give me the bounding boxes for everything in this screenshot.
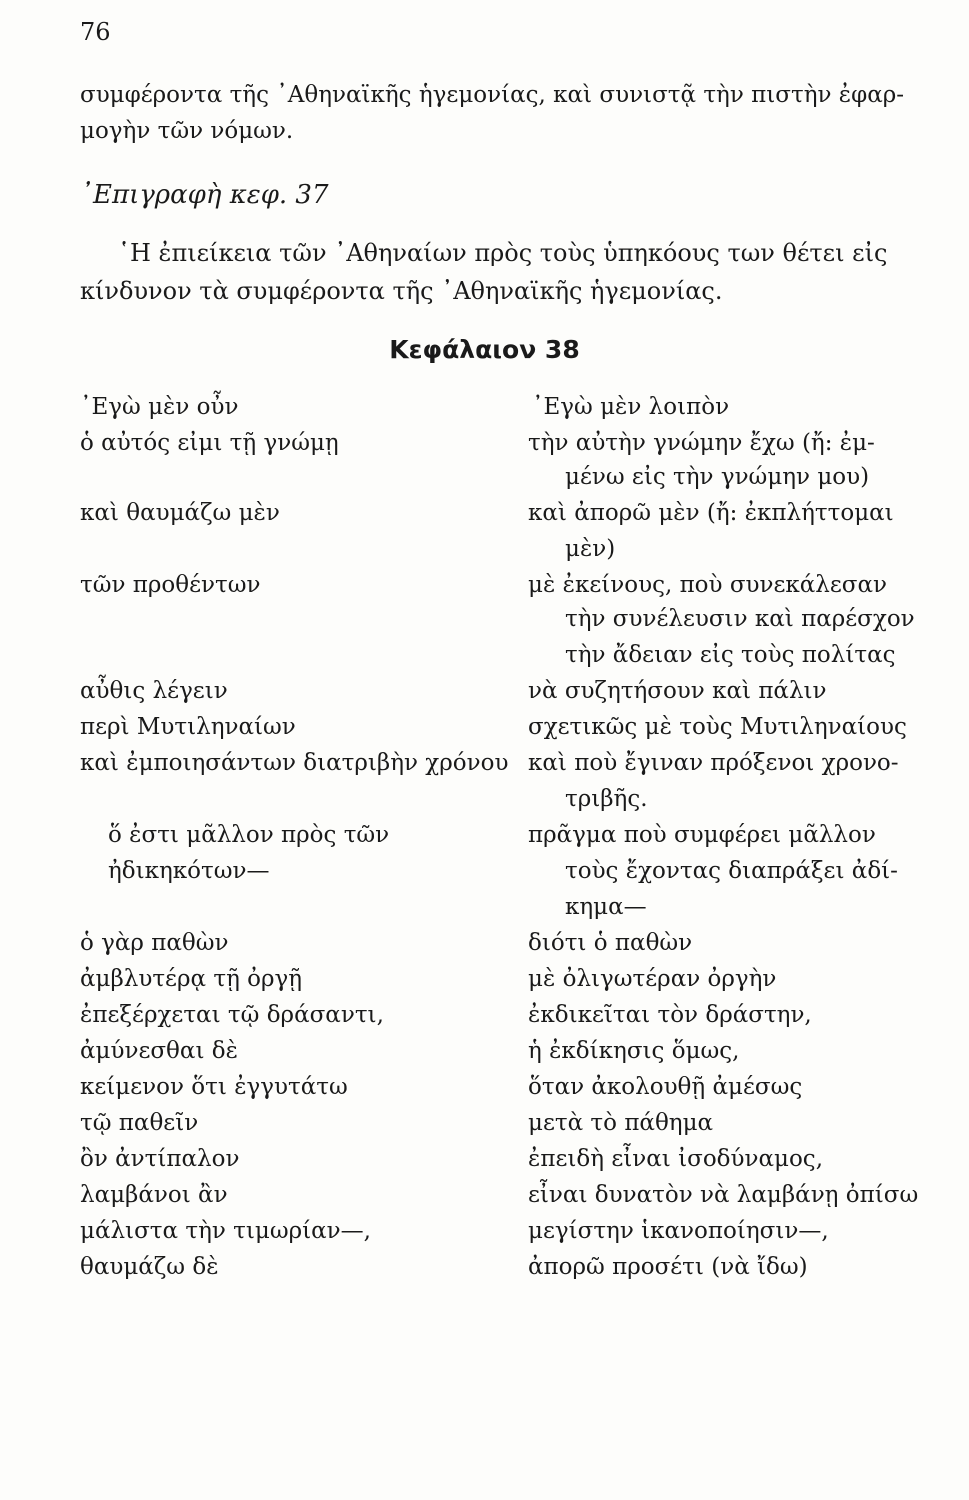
left-line: μάλιστα τὴν τιμωρίαν—, bbox=[80, 1218, 371, 1244]
left-line: κείμενον ὅτι ἐγγυτάτω bbox=[80, 1074, 348, 1100]
right-line: ἀπορῶ προσέτι (νὰ ἴδω) bbox=[528, 1254, 808, 1280]
right-line: ὅταν ἀκολουθῇ ἀμέσως bbox=[528, 1074, 803, 1100]
right-line: τοὺς ἔχοντας διαπράξει ἀδί- bbox=[565, 858, 898, 884]
left-line: ὁ αὐτός εἰμι τῇ γνώμῃ bbox=[80, 430, 339, 456]
right-line: τὴν αὐτὴν γνώμην ἔχω (ἤ: ἐμ- bbox=[528, 430, 875, 456]
caption-title: ᾿Επιγραφὴ κεφ. 37 bbox=[80, 180, 329, 210]
left-line: ὂν ἀντίπαλον bbox=[80, 1146, 240, 1172]
right-line: μὲ ὀλιγωτέραν ὀργὴν bbox=[528, 966, 777, 992]
right-line: τὴν ἄδειαν εἰς τοὺς πολίτας bbox=[565, 642, 896, 668]
left-line: καὶ θαυμάζω μὲν bbox=[80, 500, 280, 526]
left-line: ὅ ἐστι μᾶλλον πρὸς τῶν bbox=[108, 822, 390, 848]
right-line: εἶναι δυνατὸν νὰ λαμβάνῃ ὀπίσω bbox=[528, 1182, 919, 1208]
left-line: καὶ ἐμποιησάντων διατριβὴν χρόνου bbox=[80, 750, 509, 776]
left-line: θαυμάζω δὲ bbox=[80, 1254, 219, 1280]
left-line: ἐπεξέρχεται τῷ δράσαντι, bbox=[80, 1002, 384, 1028]
page-number: 76 bbox=[80, 18, 111, 46]
left-line: αὖθις λέγειν bbox=[80, 678, 228, 704]
left-line: τῶν προθέντων bbox=[80, 572, 261, 598]
right-line: ἐπειδὴ εἶναι ἰσοδύναμος, bbox=[528, 1146, 824, 1172]
right-line: ᾿Εγὼ μὲν λοιπὸν bbox=[532, 394, 730, 420]
right-line: μετὰ τὸ πάθημα bbox=[528, 1110, 714, 1136]
right-line: καὶ ἀπορῶ μὲν (ἤ: ἐκπλήττομαι bbox=[528, 500, 894, 526]
right-line: μεγίστην ἱκανοποίησιν—, bbox=[528, 1218, 829, 1244]
chapter-heading: Κεφάλαιον 38 bbox=[389, 335, 580, 364]
right-line: καὶ ποὺ ἔγιναν πρόξενοι χρονο- bbox=[528, 750, 899, 776]
left-line: ἠδικηκότων— bbox=[108, 858, 270, 884]
left-line: ἀμύνεσθαι δὲ bbox=[80, 1038, 238, 1064]
right-line: ἐκδικεῖται τὸν δράστην, bbox=[528, 1002, 812, 1028]
right-line: πρᾶγμα ποὺ συμφέρει μᾶλλον bbox=[528, 822, 876, 848]
right-line: ἡ ἐκδίκησις ὅμως, bbox=[528, 1038, 740, 1064]
intro-line: μογὴν τῶν νόμων. bbox=[80, 118, 294, 144]
right-line: μένω εἰς τὴν γνώμην μου) bbox=[565, 464, 870, 490]
left-line: λαμβάνοι ἂν bbox=[80, 1182, 228, 1208]
right-line: μὲ ἐκείνους, ποὺ συνεκάλεσαν bbox=[528, 572, 888, 598]
right-line: νὰ συζητήσουν καὶ πάλιν bbox=[528, 678, 827, 704]
right-line: μὲν) bbox=[565, 536, 616, 562]
left-line: ὁ γὰρ παθὼν bbox=[80, 930, 229, 956]
left-line: περὶ Μυτιληναίων bbox=[80, 714, 296, 740]
left-line: ᾿Εγὼ μὲν οὖν bbox=[80, 394, 239, 420]
right-line: διότι ὁ παθὼν bbox=[528, 930, 693, 956]
right-line: κημα— bbox=[565, 894, 647, 920]
left-line: τῷ παθεῖν bbox=[80, 1110, 199, 1136]
right-line: σχετικῶς μὲ τοὺς Μυτιληναίους bbox=[528, 714, 907, 740]
right-line: τριβῆς. bbox=[565, 786, 648, 812]
left-line: ἀμβλυτέρᾳ τῇ ὀργῇ bbox=[80, 966, 303, 992]
caption-line: κίνδυνον τὰ συμφέροντα τῆς ᾿Αθηναϊκῆς ἡγεμονίας. bbox=[80, 277, 723, 305]
right-line: τὴν συνέλευσιν καὶ παρέσχον bbox=[565, 606, 915, 632]
intro-line: συμφέροντα τῆς ᾿Αθηναϊκῆς ἡγεμονίας, καὶ συνιστᾷ τὴν πιστὴν ἐφαρ- bbox=[80, 82, 905, 108]
caption-line: ῾Η ἐπιείκεια τῶν ᾿Αθηναίων πρὸς τοὺς ὑπηκόους των θέτει εἰς bbox=[118, 239, 888, 267]
